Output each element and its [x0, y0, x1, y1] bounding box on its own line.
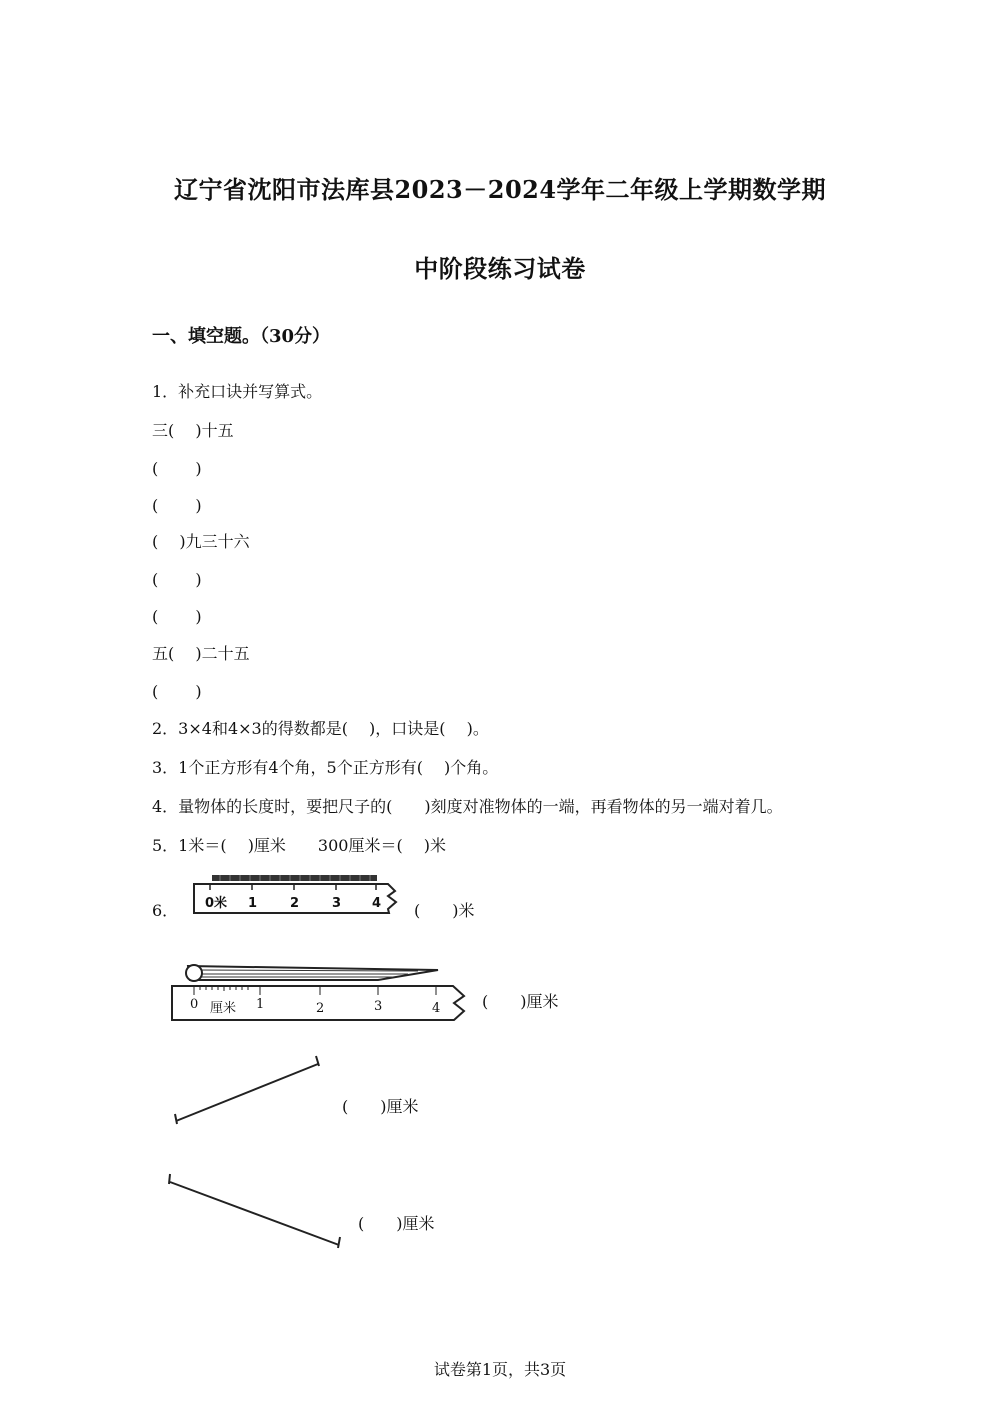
- line-segment-1: [170, 1054, 330, 1129]
- ruler2-answer: ( )厘米: [482, 992, 559, 1011]
- ruler1-label-0: 0米: [205, 896, 228, 911]
- ruler1-label-2: 2: [290, 896, 300, 911]
- q1-line-6: ( ): [152, 607, 202, 626]
- ruler2-label-cm: 厘米: [210, 1001, 237, 1016]
- ruler1-label-4: 4: [372, 896, 382, 911]
- ruler2-label-2: 2: [316, 1001, 325, 1016]
- question-4: 4．量物体的长度时，要把尺子的( )刻度对准物体的一端，再看物体的另一端对着几。: [152, 797, 783, 816]
- ruler2-label-0: 0: [190, 997, 199, 1012]
- section-heading-fill-in: 一、填空题。（30分）: [152, 326, 331, 347]
- question-5: 5．1米＝( )厘米 300厘米＝( )米: [152, 836, 447, 855]
- segment1-answer: ( )厘米: [342, 1097, 419, 1116]
- pencil-end: [186, 965, 202, 981]
- rod: [212, 875, 377, 881]
- pencil: [188, 966, 438, 980]
- question-1-stem: 1．补充口诀并写算式。: [152, 382, 323, 401]
- question-3: 3．1个正方形有4个角，5个正方形有( )个角。: [152, 758, 499, 777]
- q1-line-5: ( ): [152, 570, 202, 589]
- ruler1-label-3: 3: [332, 896, 342, 911]
- ruler1-answer: ( )米: [414, 901, 475, 920]
- line-segment-2: [164, 1170, 349, 1255]
- ruler1-label-1: 1: [248, 896, 258, 911]
- ruler2-label-1: 1: [256, 997, 265, 1012]
- segment2-answer: ( )厘米: [358, 1214, 435, 1233]
- q1-line-3: ( ): [152, 496, 202, 515]
- ruler2-label-3: 3: [374, 999, 383, 1014]
- page-title-line2: 中阶段练习试卷: [414, 254, 586, 283]
- ruler-meters-figure: [190, 872, 405, 917]
- page-footer: 试卷第1页，共3页: [433, 1360, 567, 1379]
- question-6-number: 6．: [152, 901, 179, 920]
- q1-line-7: 五( )二十五: [152, 644, 250, 663]
- ruler-centimeters-figure: [168, 958, 468, 1028]
- page-title-line1: 辽宁省沈阳市法库县2023－2024学年二年级上学期数学期: [173, 175, 827, 204]
- ruler2-label-4: 4: [432, 1001, 441, 1016]
- q1-line-2: ( ): [152, 459, 202, 478]
- question-2: 2．3×4和4×3的得数都是( )，口诀是( )。: [152, 719, 489, 738]
- q1-line-1: 三( )十五: [152, 421, 234, 440]
- q1-line-4: ( )九三十六: [152, 532, 250, 551]
- q1-line-8: ( ): [152, 682, 202, 701]
